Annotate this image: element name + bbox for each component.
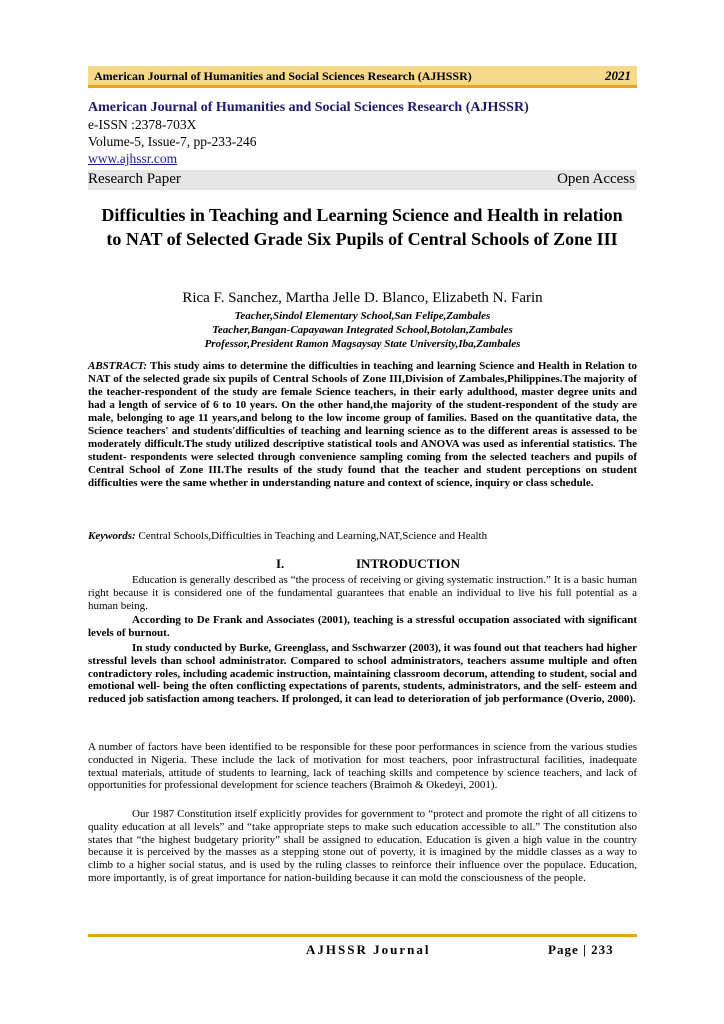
paragraph-text: In study conducted by Burke, Greenglass, and Sschwarzer (2003), it was found out that teachers had higher stressful levels than school administrator. Compared to school administrators, teachers assume multiple and often contradictory roles, including academic instruction, maintaining classroom decorum, attending to student, social and emotional well- being the often conflicting expectations of parents, students, administrators, and the self- esteem and reduced job satisfaction among teachers. If prolonged, it can lead to deterioration of job performance (Overio, 2000). bbox=[88, 642, 637, 706]
page-number: Page | 233 bbox=[548, 942, 614, 957]
body-paragraph-1 bbox=[88, 574, 637, 612]
abstract-text: This study aims to determine the difficulties in teaching and learning Science and Health in Relation to NAT of the selected grade six pupils of Central Schools of Zone III,Division of Zambales,Philippines.The majority of the teacher-respondent of the study are female Science teachers, in their early adulthood, master degree units and had a length of service of 6 to 10 years. On the other hand,the majority of the student-respondent of the study are male, belonging to age 11 years,and belong to the low income group of families. Based on the quantitative data, the Science teachers' and students'difficulties of teaching and learning science as to the different areas is assessed to be moderately difficult.The study utilized descriptive statistical tools and ANOVA was used as inferential statistics. The student- respondents were selected through convenience sampling coming from the selected teachers and pupils of Central School of Zone III.The results of the study found that the teacher and student perceptions on student difficulties were the same whether in understanding nature and context of science, inquiry or class schedule. bbox=[88, 360, 637, 489]
footer-rule bbox=[88, 934, 637, 937]
running-header-year: 2021 bbox=[605, 68, 631, 83]
journal-url-link[interactable]: www.ajhssr.com bbox=[88, 151, 178, 166]
paragraph-text: Education is generally described as “the process of receiving or giving systematic instruction.” It is a basic human right because it is considered one of the fundamental guarantees that enable an individual to live his full potential as a human being. bbox=[88, 574, 637, 612]
keywords-text: Central Schools,Difficulties in Teaching and Learning,NAT,Science and Health bbox=[138, 530, 488, 542]
running-header-journal: American Journal of Humanities and Social Sciences Research (AJHSSR) bbox=[94, 69, 472, 83]
volume-issue: Volume-5, Issue-7, pp-233-246 bbox=[88, 134, 257, 149]
running-header bbox=[88, 66, 637, 88]
section-number: I. bbox=[276, 556, 285, 571]
body-paragraph-3 bbox=[88, 642, 637, 706]
footer-journal: AJHSSR Journal bbox=[306, 942, 431, 957]
body-paragraph-5 bbox=[88, 808, 637, 885]
author-list: Rica F. Sanchez, Martha Jelle D. Blanco, Elizabeth N. Farin bbox=[182, 290, 543, 306]
paragraph-text: A number of factors have been identified to be responsible for these poor performances in science from the various studies conducted in Nigeria. These include the lack of motivation for most teachers, poor infrastructural facilities, inadequate textual materials, attitude of students to learning, lack of teaching skills and competence by science teachers, and lack of opportunities for professional development for science teachers (Braimoh & Okedeyi, 2001). bbox=[88, 741, 637, 792]
body-paragraph-2 bbox=[88, 614, 637, 640]
section-title: INTRODUCTION bbox=[356, 556, 461, 571]
paper-type-band bbox=[88, 170, 637, 190]
keywords-label: Keywords: bbox=[88, 530, 136, 542]
abstract-label: ABSTRACT: bbox=[88, 360, 148, 372]
keywords bbox=[88, 530, 637, 542]
paper-title: Difficulties in Teaching and Learning Science and Health in relation to NAT of Selected Grade Six Pupils of Central Schools of Zone III bbox=[101, 205, 623, 249]
paper-type: Research Paper bbox=[88, 171, 181, 187]
affiliation-2: Teacher,Bangan-Capayawan Integrated School,Botolan,Zambales bbox=[212, 324, 513, 336]
affiliation-1: Teacher,Sindol Elementary School,San Felipe,Zambales bbox=[234, 310, 491, 322]
issn: e-ISSN :2378-703X bbox=[88, 117, 197, 132]
access-type: Open Access bbox=[557, 171, 635, 187]
body-paragraph-4 bbox=[88, 741, 637, 792]
masthead-journal-title: American Journal of Humanities and Social Sciences Research (AJHSSR) bbox=[88, 100, 529, 115]
paragraph-text: Our 1987 Constitution itself explicitly provides for government to “protect and promote the right of all citizens to quality education at all levels” and “take appropriate steps to make such education accessible to all.” The constitution also states that “the highest budgetary priority” shall be assigned to education. Education is given a high value in the country because it is perceived by the masses as a stepping stone out of poverty, it is imagined by the middle classes as a way to climb to a higher social status, and is used by the ruling classes to reinforce their influence over the populace. Education, more importantly, is of great importance for nation-building because it can mold the consciousness of the people. bbox=[88, 808, 637, 884]
abstract bbox=[88, 360, 637, 490]
paragraph-text: According to De Frank and Associates (2001), teaching is a stressful occupation associated with significant levels of burnout. bbox=[88, 614, 637, 639]
affiliation-3: Professor,President Ramon Magsaysay State University,Iba,Zambales bbox=[204, 338, 521, 350]
